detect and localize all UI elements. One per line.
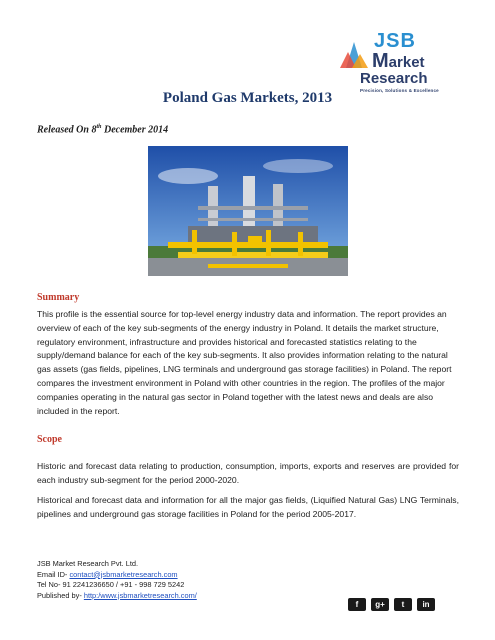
- footer-published-line: Published by- http:/www.jsbmarketresearch.com/: [37, 590, 197, 600]
- company-logo: [340, 30, 455, 94]
- scope-paragraph-2: Historical and forecast data and information for all the major gas fields, (Liquified Natural Gas) LNG Terminals, pipelines and underground gas storage facilities in Poland for the period 2005-2017.: [37, 495, 459, 519]
- release-date: Released On 8th December 2014: [37, 124, 169, 136]
- logo-tagline: Precision, Solutions & Excellence: [360, 88, 439, 93]
- website-link[interactable]: http:/www.jsbmarketresearch.com/: [83, 590, 197, 600]
- summary-paragraph: This profile is the essential source for top-level energy industry data and information. The report provides an overview of each of the key sub-segments of the energy industry in Poland. It details the market structure, regulatory environment, infrastructure and provides historical and forecasted statistics relating to the supply/demand balance for each of the key sub-segments. It also provides information relating to the natural gas assets (gas fields, pipelines, LNG terminals and underground gas storage facilities) in Poland. The report compares the investment environment in Poland with other countries in the region. The profiles of the major companies operating in the natural gas sector in Poland together with the latest news and deals are also included in the report.: [37, 309, 452, 416]
- gas-facility-photo: [148, 146, 348, 276]
- footer-tel: Tel No- 91 2241236650 / +91 - 998 729 5242: [37, 580, 185, 589]
- logo-emblem-icon: [340, 38, 368, 74]
- twitter-icon[interactable]: t: [394, 598, 412, 611]
- footer-contact: [37, 559, 197, 601]
- facebook-icon[interactable]: f: [348, 598, 366, 611]
- logo-line-market: Market: [372, 50, 425, 72]
- logo-line-research: Research: [360, 70, 428, 87]
- footer-email-line: Email ID- contact@jsbmarketresearch.com: [37, 569, 178, 579]
- summary-heading: Summary: [37, 292, 80, 303]
- google-plus-icon[interactable]: g+: [371, 598, 389, 611]
- logo-line-jsb: JSB: [374, 30, 416, 52]
- linkedin-icon[interactable]: in: [417, 598, 435, 611]
- scope-paragraph-1: Historic and forecast data relating to production, consumption, imports, exports and reserves are provided for each industry sub-segment for the period 2000-2020.: [37, 461, 459, 485]
- email-link[interactable]: contact@jsbmarketresearch.com: [69, 569, 178, 579]
- page-title: Poland Gas Markets, 2013: [162, 90, 333, 106]
- footer-company: JSB Market Research Pvt. Ltd.: [37, 559, 139, 568]
- scope-heading: Scope: [37, 434, 62, 445]
